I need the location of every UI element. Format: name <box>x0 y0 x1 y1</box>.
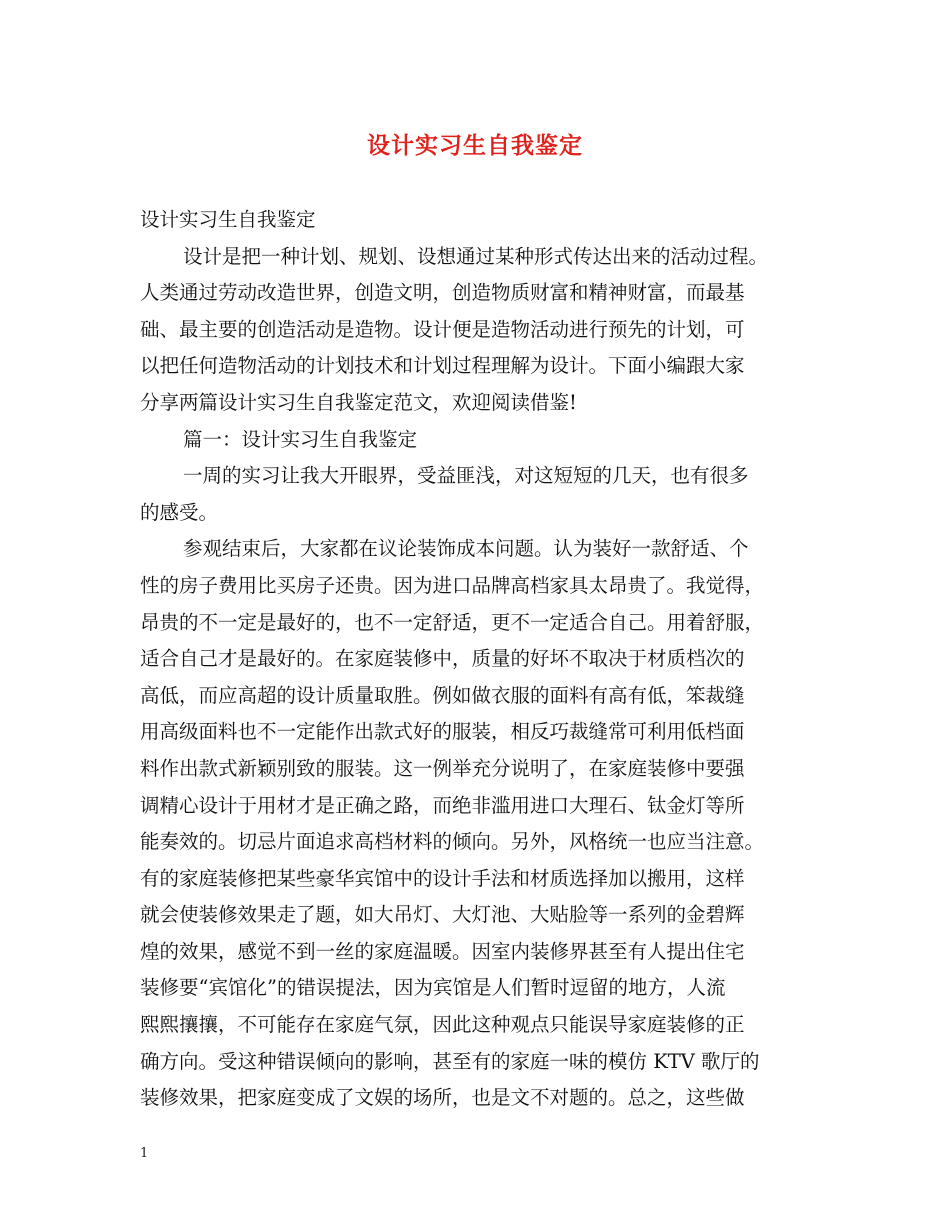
document-body <box>140 202 830 1117</box>
body-line: 性的房子费用比买房子还贵。因为进口品牌高档家具太昂贵了。我觉得， <box>140 573 765 597</box>
body-line: 分享两篇设计实习生自我鉴定范文，欢迎阅读借鉴! <box>140 390 577 414</box>
body-line: 能奏效的。切忌片面追求高档材料的倾向。另外，风格统一也应当注意。 <box>140 830 765 854</box>
body-line: 设计实习生自我鉴定 <box>140 208 316 231</box>
body-line: 装修效果，把家庭变成了文娱的场所，也是文不对题的。总之，这些做 <box>140 1086 745 1110</box>
body-line: 以把任何造物活动的计划技术和计划过程理解为设计。下面小编跟大家 <box>140 354 745 378</box>
body-line: 人类通过劳动改造世界，创造文明，创造物质财富和精神财富，而最基 <box>140 281 745 305</box>
body-line: 装修要“宾馆化”的错误提法，因为宾馆是人们暂时逗留的地方，人流 <box>140 976 726 1000</box>
body-line: 一周的实习让我大开眼界，受益匪浅，对这短短的几天，也有很多 <box>183 464 749 488</box>
body-line: 篇一：设计实习生自我鉴定 <box>183 427 418 451</box>
body-line: 参观结束后，大家都在议论装饰成本问题。认为装好一款舒适、个 <box>183 537 749 561</box>
body-line: 料作出款式新颖别致的服装。这一例举充分说明了，在家庭装修中要强 <box>140 756 745 780</box>
body-line: 适合自己才是最好的。在家庭装修中，质量的好坏不取决于材质档次的 <box>140 647 745 671</box>
document-title: 设计实习生自我鉴定 <box>367 132 583 159</box>
body-line: 昂贵的不一定是最好的，也不一定舒适，更不一定适合自己。用着舒服， <box>140 610 765 634</box>
body-line: 高低，而应高超的设计质量取胜。例如做衣服的面料有高有低，笨裁缝 <box>140 683 745 707</box>
body-line: 有的家庭装修把某些豪华宾馆中的设计手法和材质选择加以搬用，这样 <box>140 866 745 890</box>
body-line: 熙熙攘攘，不可能存在家庭气氛，因此这种观点只能误导家庭装修的正 <box>140 1013 745 1037</box>
body-line: 设计是把一种计划、规划、设想通过某种形式传达出来的活动过程。 <box>183 244 769 268</box>
body-line: 煌的效果，感觉不到一丝的家庭温暖。因室内装修界甚至有人提出住宅 <box>140 939 745 963</box>
body-line: 的感受。 <box>140 500 219 524</box>
body-line: 调精心设计于用材才是正确之路，而绝非滥用进口大理石、钛金灯等所 <box>140 793 745 817</box>
page-number: 1 <box>140 1146 149 1161</box>
body-line: 就会使装修效果走了题，如大吊灯、大灯池、大贴脸等一系列的金碧辉 <box>140 903 745 927</box>
body-line: 确方向。受这种错误倾向的影响，甚至有的家庭一味的模仿 KTV 歌厅的 <box>140 1049 760 1073</box>
body-line: 础、最主要的创造活动是造物。设计便是造物活动进行预先的计划，可 <box>140 317 745 341</box>
body-line: 用高级面料也不一定能作出款式好的服装，相反巧裁缝常可利用低档面 <box>140 720 745 744</box>
